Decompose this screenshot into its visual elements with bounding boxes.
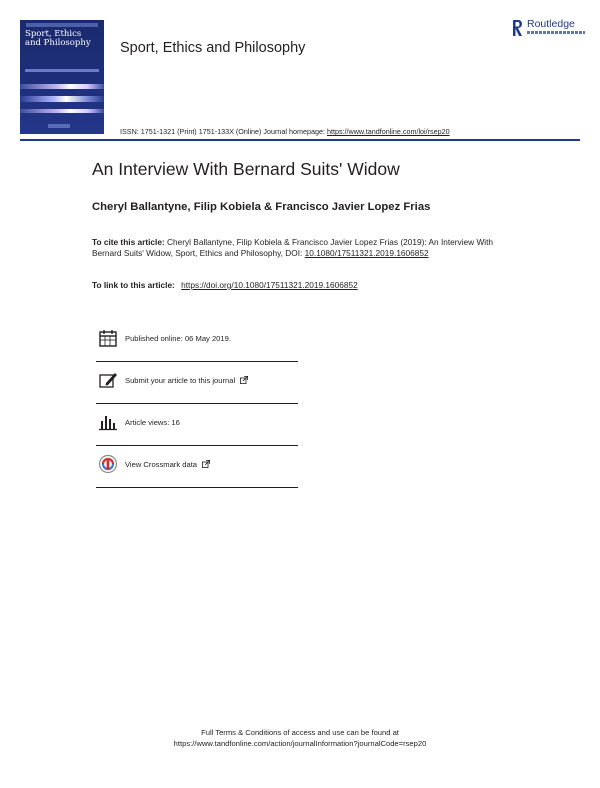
cite-text: Cheryl Ballantyne, Filip Kobiela & Francisco Javier Lopez Frias (2019): An Interview With Bernard Suits' Widow, Sport, Ethics and Philosophy, DOI: xyxy=(92,237,494,258)
publisher-logo xyxy=(510,18,585,40)
header-divider xyxy=(20,139,580,141)
cover-title xyxy=(25,30,101,48)
journal-homepage-link[interactable]: https://www.tandfonline.com/loi/rsep20 xyxy=(326,127,450,136)
article-views-row xyxy=(96,404,298,446)
calendar-icon xyxy=(98,328,118,348)
publisher-tagline xyxy=(527,31,585,34)
published-online-text: Published online: 06 May 2019. xyxy=(125,334,231,343)
journal-title: Sport, Ethics and Philosophy xyxy=(120,40,306,56)
cite-label: To cite this article: xyxy=(92,237,165,247)
submit-article-link[interactable] xyxy=(125,376,248,385)
journal-cover-image xyxy=(20,20,104,134)
article-title: An Interview With Bernard Suits' Widow xyxy=(92,159,400,179)
cover-title-line-1: Sport, Ethics xyxy=(25,29,82,39)
external-link-icon xyxy=(240,376,248,384)
cover-header-bar xyxy=(26,23,98,27)
submit-article-text: Submit your article to this journal xyxy=(125,376,236,385)
routledge-logo-icon xyxy=(510,18,524,38)
crossmark-icon xyxy=(98,454,118,474)
crossmark-row[interactable] xyxy=(96,446,298,488)
publisher-name: Routledge xyxy=(527,18,575,30)
bar-chart-icon xyxy=(98,412,118,432)
cover-light-stripe xyxy=(20,96,104,102)
citation-block xyxy=(92,237,502,259)
article-metrics-list xyxy=(96,320,298,488)
external-link-icon xyxy=(202,460,210,468)
submit-article-row[interactable] xyxy=(96,362,298,404)
crossmark-text: View Crossmark data xyxy=(125,460,198,469)
doi-link[interactable]: 10.1080/17511321.2019.1606852 xyxy=(304,248,429,258)
published-online-row xyxy=(96,320,298,362)
link-label: To link to this article: xyxy=(92,280,175,290)
cover-title-line-2: and Philosophy xyxy=(25,38,91,48)
issn-text: ISSN: 1751-1321 (Print) 1751-133X (Online) Journal homepage: xyxy=(120,127,325,136)
cover-publisher-mark xyxy=(48,124,70,128)
issn-line xyxy=(120,127,450,136)
journal-information-link[interactable]: https://www.tandfonline.com/action/journalInformation?journalCode=rsep20 xyxy=(173,739,427,748)
article-doi-url-link[interactable]: https://doi.org/10.1080/17511321.2019.1606852 xyxy=(181,280,358,290)
article-authors: Cheryl Ballantyne, Filip Kobiela & Francisco Javier Lopez Frias xyxy=(92,201,431,213)
footer-terms-text: Full Terms & Conditions of access and use can be found at xyxy=(201,728,399,737)
article-views-text: Article views: 16 xyxy=(125,418,180,427)
edit-icon xyxy=(98,370,118,390)
cover-light-stripe xyxy=(20,84,104,89)
crossmark-link[interactable] xyxy=(125,460,210,469)
article-link-block xyxy=(92,280,358,290)
cover-subtitle-bar xyxy=(25,69,99,72)
cover-light-stripe xyxy=(20,109,104,113)
footer-terms xyxy=(0,727,600,749)
